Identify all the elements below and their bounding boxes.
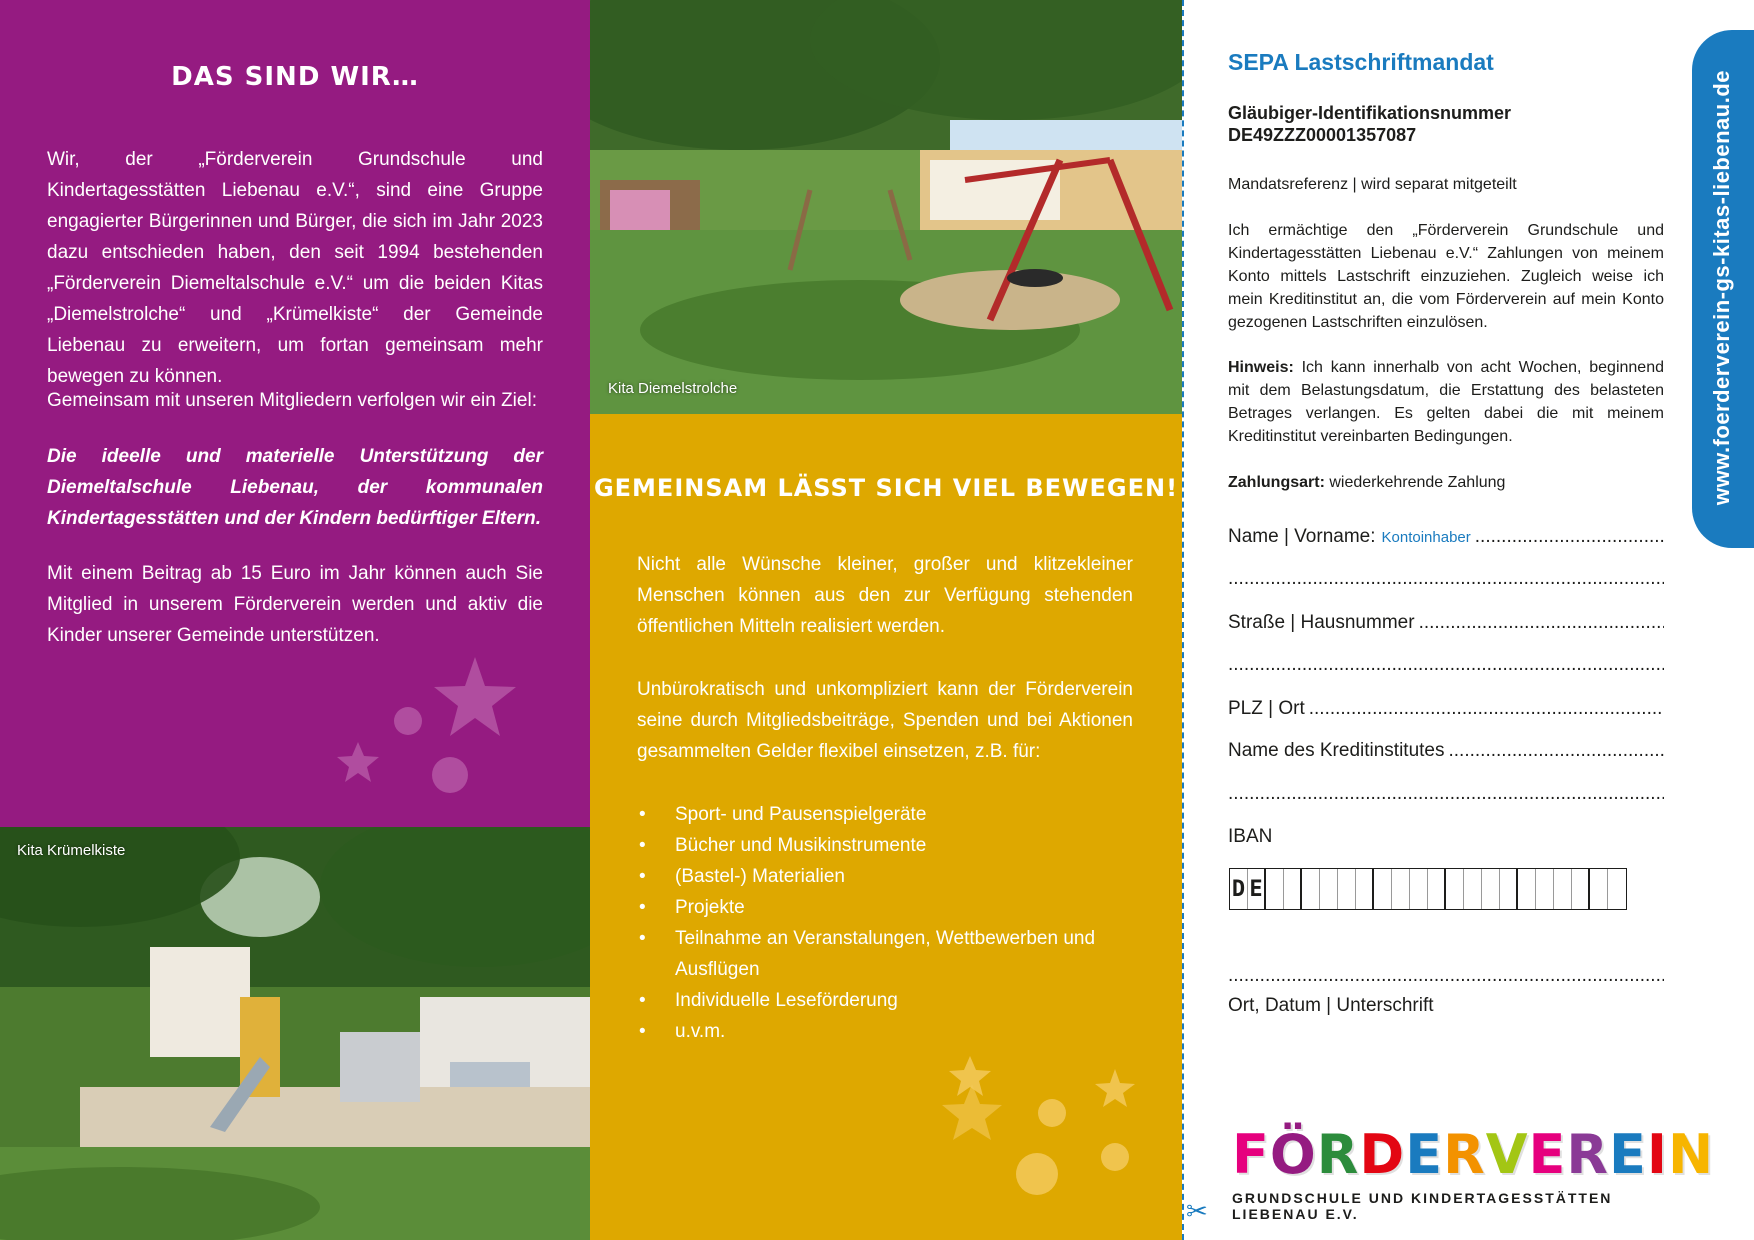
- payment-type-label: Zahlungsart:: [1228, 474, 1325, 491]
- name-label: Name | Vorname:: [1228, 526, 1376, 547]
- support-heading: GEMEINSAM LÄSST SICH VIEL BEWEGEN!: [593, 474, 1179, 502]
- list-item: • u.v.m.: [637, 1016, 1097, 1047]
- iban-cell[interactable]: [1608, 869, 1626, 909]
- iban-cell[interactable]: [1320, 869, 1338, 909]
- about-panel: [0, 0, 590, 827]
- logo-letter: N: [1667, 1123, 1715, 1186]
- iban-cell[interactable]: [1374, 869, 1392, 909]
- street-field[interactable]: [1228, 612, 1664, 634]
- logo-letter: E: [1528, 1123, 1567, 1186]
- iban-cell[interactable]: [1356, 869, 1374, 909]
- fill-line: [1309, 698, 1664, 720]
- logo-letter: E: [1608, 1123, 1647, 1186]
- iban-cell[interactable]: [1554, 869, 1572, 909]
- membership-text: Mit einem Beitrag ab 15 Euro im Jahr können auch Sie Mitglied in unserem Förderverein werden und aktiv die Kinder unserer Gemeinde unterstützen.: [47, 563, 543, 646]
- bank-field-line-2[interactable]: [1228, 783, 1664, 805]
- website-url-wrapper: [1694, 58, 1750, 518]
- iban-cell[interactable]: [1464, 869, 1482, 909]
- sepa-form: [1228, 0, 1664, 1240]
- iban-cell[interactable]: [1410, 869, 1428, 909]
- logo-letter: V: [1485, 1123, 1529, 1186]
- payment-type: [1228, 471, 1664, 494]
- name-field-line-2[interactable]: [1228, 568, 1664, 590]
- iban-cell[interactable]: [1446, 869, 1464, 909]
- logo-letter: R: [1443, 1123, 1486, 1186]
- hint-label: Hinweis:: [1228, 359, 1294, 376]
- support-list: [637, 799, 1097, 1047]
- logo-letter: R: [1316, 1123, 1360, 1186]
- list-item: • Individuelle Leseförderung: [637, 985, 1097, 1016]
- sepa-title: SEPA Lastschriftmandat: [1228, 49, 1494, 75]
- fill-line: [1228, 783, 1664, 805]
- zip-city-label: PLZ | Ort: [1228, 698, 1305, 719]
- zip-city-field[interactable]: [1228, 698, 1664, 720]
- list-item: • Teilnahme an Veranstalungen, Wettbewerben und Ausflügen: [637, 923, 1097, 985]
- support-text-2: Unbürokratisch und unkompliziert kann der Förderverein seine durch Mitgliedsbeiträge, Spenden und bei Aktionen gesammelten Gelder flexibel einsetzen, z.B. für:: [637, 679, 1133, 762]
- photo-kita-diemelstrolche: [590, 0, 1182, 414]
- logo-letter: Ö: [1269, 1123, 1317, 1186]
- iban-cell[interactable]: [1518, 869, 1536, 909]
- iban-cell[interactable]: D: [1230, 869, 1248, 909]
- logo-wordmark: [1232, 1123, 1715, 1186]
- list-item: • Sport- und Pausenspielgeräte: [637, 799, 1097, 830]
- street-field-line-2[interactable]: [1228, 654, 1664, 676]
- payment-type-value: wiederkehrende Zahlung: [1324, 474, 1506, 491]
- about-intro-text: Wir, der „Förderverein Grundschule und Kindertagesstätten Liebenau e.V.“, sind eine Gruppe engagierter Bürgerinnen und Bürger, die sich im Jahr 2023 dazu entschieden haben, den seit 1994 bestehenden „Förderverein Diemeltalschule e.V.“ um die beiden Kitas „Diemelstrolche“ und „Krümelkiste“ der Gemeinde Liebenau zu erweitern, um fortan gemeinsam mehr bewegen zu können.: [47, 149, 543, 387]
- iban-label: IBAN: [1228, 826, 1273, 847]
- website-url[interactable]: www.foerderverein-gs-kitas-liebenau.de: [1709, 70, 1734, 506]
- iban-cell[interactable]: [1338, 869, 1356, 909]
- list-item: • (Bastel-) Materialien: [637, 861, 1097, 892]
- fill-line: [1475, 526, 1664, 548]
- photo-caption-top: Kita Diemelstrolche: [608, 380, 738, 397]
- logo-letter: R: [1566, 1123, 1609, 1186]
- fill-line: [1228, 568, 1664, 590]
- support-text-1: Nicht alle Wünsche kleiner, großer und klitzekleiner Menschen können aus den zur Verfügung stehenden öffentlichen Mitteln realisiert werden.: [637, 554, 1133, 637]
- iban-cell[interactable]: [1392, 869, 1410, 909]
- iban-cell[interactable]: E: [1248, 869, 1266, 909]
- creditor-label: Gläubiger-Identifikationsnummer: [1228, 103, 1512, 123]
- iban-cell[interactable]: [1500, 869, 1518, 909]
- authorization-text: Ich ermächtige den „Förderverein Grundschule und Kindertagesstätten Liebenau e.V.“ Zahlungen von meinem Konto mittels Lastschrift einzuziehen. Zugleich weise ich mein Kreditinstitut an, die vom Förderverein auf mein Konto gezogenen Lastschriften einzulösen.: [1228, 222, 1664, 331]
- signature-field[interactable]: [1228, 965, 1664, 987]
- iban-cell[interactable]: [1590, 869, 1608, 909]
- account-holder-note: Kontoinhaber: [1381, 529, 1471, 546]
- fill-line: [1449, 740, 1665, 762]
- street-label: Straße | Hausnummer: [1228, 612, 1415, 633]
- iban-cell[interactable]: [1284, 869, 1302, 909]
- logo-subtitle: GRUNDSCHULE UND KINDERTAGESSTÄTTEN LIEBENAU E.V.: [1232, 1190, 1613, 1222]
- fill-line: [1228, 654, 1664, 676]
- goal-lead-text: Gemeinsam mit unseren Mitgliedern verfolgen wir ein Ziel:: [47, 390, 537, 411]
- bank-field[interactable]: [1228, 740, 1664, 762]
- about-heading: DAS SIND WIR…: [171, 62, 419, 92]
- scissors-icon: ✂: [1186, 1196, 1208, 1226]
- logo: [1232, 1123, 1715, 1222]
- goal-text: Die ideelle und materielle Unterstützung der Diemeltalschule Liebenau, der kommunalen Kindertagesstätten und der Kindern bedürftiger Eltern.: [47, 446, 543, 529]
- cut-line: [1182, 0, 1184, 1240]
- iban-cell[interactable]: [1266, 869, 1284, 909]
- fill-line: [1228, 965, 1664, 987]
- hint-body: Ich kann innerhalb von acht Wochen, beginnend mit dem Belastungsdatum, die Erstattung des belasteten Betrages verlangen. Es gelten dabei die mit meinem Kreditinstitut vereinbarten Bedingungen.: [1228, 359, 1664, 445]
- signature-label: Ort, Datum | Unterschrift: [1228, 995, 1434, 1016]
- iban-cell[interactable]: [1302, 869, 1320, 909]
- logo-letter: E: [1405, 1123, 1444, 1186]
- list-item: • Bücher und Musikinstrumente: [637, 830, 1097, 861]
- bank-label: Name des Kreditinstitutes: [1228, 740, 1445, 761]
- fill-line: [1419, 612, 1664, 634]
- iban-cell[interactable]: [1572, 869, 1590, 909]
- creditor-block: [1228, 102, 1511, 146]
- photo-caption-bottom: Kita Krümelkiste: [17, 842, 126, 859]
- mandate-reference: Mandatsreferenz | wird separat mitgeteilt: [1228, 176, 1517, 193]
- logo-letter: I: [1646, 1123, 1668, 1186]
- logo-letter: D: [1359, 1123, 1406, 1186]
- iban-cell[interactable]: [1482, 869, 1500, 909]
- photo-kita-kruemelkiste: [0, 827, 590, 1240]
- creditor-id: DE49ZZZ00001357087: [1228, 125, 1417, 145]
- support-panel: [590, 414, 1182, 1240]
- list-item: • Projekte: [637, 892, 1097, 923]
- name-field[interactable]: [1228, 526, 1664, 548]
- logo-letter: F: [1232, 1123, 1270, 1186]
- iban-cell[interactable]: [1428, 869, 1446, 909]
- iban-input[interactable]: [1229, 868, 1627, 910]
- hint-text: [1228, 356, 1664, 448]
- iban-cell[interactable]: [1536, 869, 1554, 909]
